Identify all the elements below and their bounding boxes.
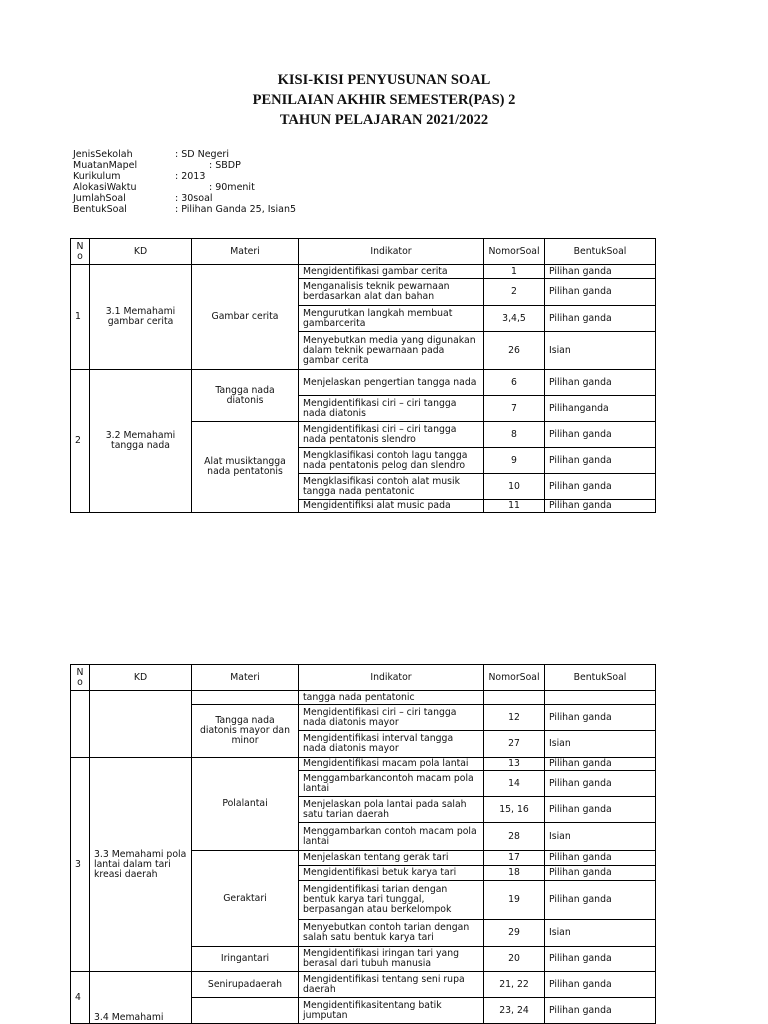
cell-indikator: Mengidentifikasitentang batik jumputan xyxy=(299,998,484,1024)
cell-materi: Iringantari xyxy=(192,947,299,972)
cell-indikator: Mengidentifikasi ciri – ciri tangga nada diatonis xyxy=(299,396,484,422)
cell-bentuk: Pilihanganda xyxy=(545,396,656,422)
cell-nomor: 12 xyxy=(484,705,545,731)
cell-bentuk: Pilihan ganda xyxy=(545,972,656,998)
cell-nomor xyxy=(484,691,545,705)
cell-indikator: Menggambarkan contoh macam pola lantai xyxy=(299,823,484,851)
cell-bentuk: Isian xyxy=(545,823,656,851)
table-row xyxy=(71,691,656,705)
header-indikator: Indikator xyxy=(299,239,484,265)
cell-kd xyxy=(90,691,192,758)
cell-materi: Alat musiktangga nada pentatonis xyxy=(192,422,299,513)
doc-title-line2: PENILAIAN AKHIR SEMESTER(PAS) 2 xyxy=(252,92,516,108)
cell-materi xyxy=(192,691,299,705)
cell-indikator: Mengidentifikasi tentang seni rupa daerah xyxy=(299,972,484,998)
cell-indikator: Mengidentifikasi interval tangga nada diatonis mayor xyxy=(299,731,484,758)
info-label: MuatanMapel xyxy=(73,160,138,172)
info-label: Kurikulum xyxy=(73,171,121,183)
cell-indikator: Mengidentifikasi gambar cerita xyxy=(299,265,484,279)
info-bentuk-soal xyxy=(73,204,297,216)
header-kd: KD xyxy=(90,665,192,691)
cell-bentuk: Pilihan ganda xyxy=(545,500,656,513)
cell-kd: 3.4 Memahami xyxy=(90,972,192,1024)
cell-nomor: 1 xyxy=(484,265,545,279)
cell-nomor: 6 xyxy=(484,370,545,396)
info-jumlah-soal xyxy=(73,193,213,205)
cell-nomor: 14 xyxy=(484,771,545,797)
cell-bentuk: Pilihan ganda xyxy=(545,758,656,771)
cell-no xyxy=(71,691,90,758)
cell-nomor: 8 xyxy=(484,422,545,448)
cell-bentuk: Pilihan ganda xyxy=(545,422,656,448)
cell-indikator: Menjelaskan tentang gerak tari xyxy=(299,851,484,866)
cell-nomor: 26 xyxy=(484,332,545,370)
info-value: : 90menit xyxy=(209,182,255,194)
info-label: BentukSoal xyxy=(73,204,127,216)
cell-indikator: Mengidentifikasi tarian dengan bentuk karya tari tunggal, berpasangan atau berkelompok xyxy=(299,881,484,920)
cell-bentuk: Pilihan ganda xyxy=(545,306,656,332)
header-indikator: Indikator xyxy=(299,665,484,691)
info-jenis-sekolah xyxy=(73,149,229,160)
cell-kd: 3.3 Memahami pola lantai dalam tari kreasi daerah xyxy=(90,758,192,972)
cell-materi: Polalantai xyxy=(192,758,299,851)
info-label: AlokasiWaktu xyxy=(73,182,137,194)
cell-bentuk: Pilihan ganda xyxy=(545,265,656,279)
cell-kd: 3.1 Memahami gambar cerita xyxy=(90,265,192,370)
cell-nomor: 11 xyxy=(484,500,545,513)
cell-materi: Gambar cerita xyxy=(192,265,299,370)
info-value: : 2013 xyxy=(175,171,206,183)
cell-indikator: Mengidentifikasi iringan tari yang berasal dari tubuh manusia xyxy=(299,947,484,972)
header-nomor-soal: NomorSoal xyxy=(484,665,545,691)
cell-indikator: Mengidentifikasi ciri – ciri tangga nada pentatonis slendro xyxy=(299,422,484,448)
cell-bentuk: Pilihan ganda xyxy=(545,881,656,920)
cell-nomor: 17 xyxy=(484,851,545,866)
cell-materi: Tangga nada diatonis mayor dan minor xyxy=(192,705,299,758)
cell-nomor: 29 xyxy=(484,920,545,947)
cell-bentuk xyxy=(545,691,656,705)
header-materi: Materi xyxy=(192,665,299,691)
cell-indikator: Menyebutkan media yang digunakan dalam teknik pewarnaan pada gambar cerita xyxy=(299,332,484,370)
header-no: N o xyxy=(71,665,90,691)
cell-no: 1 xyxy=(71,265,90,370)
cell-indikator: Mengidentifikasi ciri – ciri tangga nada diatonis mayor xyxy=(299,705,484,731)
doc-title-line3: TAHUN PELAJARAN 2021/2022 xyxy=(279,112,489,128)
table-row xyxy=(71,370,656,396)
cell-indikator: Mengurutkan langkah membuat gambarcerita xyxy=(299,306,484,332)
table-row xyxy=(71,265,656,279)
cell-nomor: 28 xyxy=(484,823,545,851)
cell-nomor: 27 xyxy=(484,731,545,758)
cell-nomor: 19 xyxy=(484,881,545,920)
cell-no: 4 xyxy=(71,972,90,1024)
cell-bentuk: Pilihan ganda xyxy=(545,797,656,823)
info-label: JumlahSoal xyxy=(73,193,126,205)
cell-bentuk: Pilihan ganda xyxy=(545,998,656,1024)
cell-nomor: 9 xyxy=(484,448,545,474)
exam-info xyxy=(73,149,297,216)
cell-indikator: Mengklasifikasi contoh alat musik tangga nada pentatonic xyxy=(299,474,484,500)
cell-nomor: 23, 24 xyxy=(484,998,545,1024)
cell-bentuk: Pilihan ganda xyxy=(545,866,656,881)
header-bentuk-soal: BentukSoal xyxy=(545,665,656,691)
cell-nomor: 7 xyxy=(484,396,545,422)
header-kd: KD xyxy=(90,239,192,265)
cell-nomor: 20 xyxy=(484,947,545,972)
table-header-row xyxy=(71,665,656,691)
cell-bentuk: Pilihan ganda xyxy=(545,448,656,474)
cell-nomor: 10 xyxy=(484,474,545,500)
header-bentuk-soal: BentukSoal xyxy=(545,239,656,265)
table-row xyxy=(71,758,656,771)
header-nomor-soal: NomorSoal xyxy=(484,239,545,265)
cell-materi: Geraktari xyxy=(192,851,299,947)
cell-indikator: Mengidentifiksi alat music pada xyxy=(299,500,484,513)
cell-kd: 3.2 Memahami tangga nada xyxy=(90,370,192,513)
cell-indikator: Menjelaskan pola lantai pada salah satu tarian daerah xyxy=(299,797,484,823)
cell-bentuk: Pilihan ganda xyxy=(545,279,656,306)
table-header-row xyxy=(71,239,656,265)
info-value: : SBDP xyxy=(209,160,241,172)
info-value: : 30soal xyxy=(175,193,213,205)
table-row xyxy=(71,972,656,998)
cell-indikator: Mengidentifikasi macam pola lantai xyxy=(299,758,484,771)
cell-indikator: Menganalisis teknik pewarnaan berdasarkan alat dan bahan xyxy=(299,279,484,306)
cell-nomor: 21, 22 xyxy=(484,972,545,998)
header-no: N o xyxy=(71,239,90,265)
cell-no: 2 xyxy=(71,370,90,513)
cell-materi: Tangga nada diatonis xyxy=(192,370,299,422)
cell-bentuk: Pilihan ganda xyxy=(545,947,656,972)
cell-indikator: Menggambarkancontoh macam pola lantai xyxy=(299,771,484,797)
cell-nomor: 2 xyxy=(484,279,545,306)
cell-bentuk: Pilihan ganda xyxy=(545,474,656,500)
cell-materi: Senirupadaerah xyxy=(192,972,299,998)
cell-nomor: 15, 16 xyxy=(484,797,545,823)
cell-indikator: Mengidentifikasi betuk karya tari xyxy=(299,866,484,881)
cell-nomor: 18 xyxy=(484,866,545,881)
header-materi: Materi xyxy=(192,239,299,265)
info-value: : SD Negeri xyxy=(175,149,229,160)
info-value: : Pilihan Ganda 25, Isian5 xyxy=(175,204,297,216)
cell-nomor: 13 xyxy=(484,758,545,771)
cell-bentuk: Isian xyxy=(545,332,656,370)
cell-bentuk: Isian xyxy=(545,920,656,947)
cell-nomor: 3,4,5 xyxy=(484,306,545,332)
cell-indikator: tangga nada pentatonic xyxy=(299,691,484,705)
cell-no: 3 xyxy=(71,758,90,972)
info-muatan-mapel xyxy=(73,160,241,172)
cell-indikator: Menjelaskan pengertian tangga nada xyxy=(299,370,484,396)
cell-bentuk: Pilihan ganda xyxy=(545,705,656,731)
info-alokasi-waktu xyxy=(73,182,255,194)
info-kurikulum xyxy=(73,171,206,183)
cell-indikator: Menyebutkan contoh tarian dengan salah satu bentuk karya tari xyxy=(299,920,484,947)
info-label: JenisSekolah xyxy=(73,149,133,160)
kisi-table-page1 xyxy=(70,238,656,513)
kisi-table-page2 xyxy=(70,664,656,1024)
cell-bentuk: Pilihan ganda xyxy=(545,851,656,866)
cell-bentuk: Pilihan ganda xyxy=(545,771,656,797)
cell-materi xyxy=(192,998,299,1024)
cell-bentuk: Isian xyxy=(545,731,656,758)
cell-bentuk: Pilihan ganda xyxy=(545,370,656,396)
doc-title-line1: KISI-KISI PENYUSUNAN SOAL xyxy=(277,72,491,88)
cell-indikator: Mengklasifikasi contoh lagu tangga nada pentatonis pelog dan slendro xyxy=(299,448,484,474)
